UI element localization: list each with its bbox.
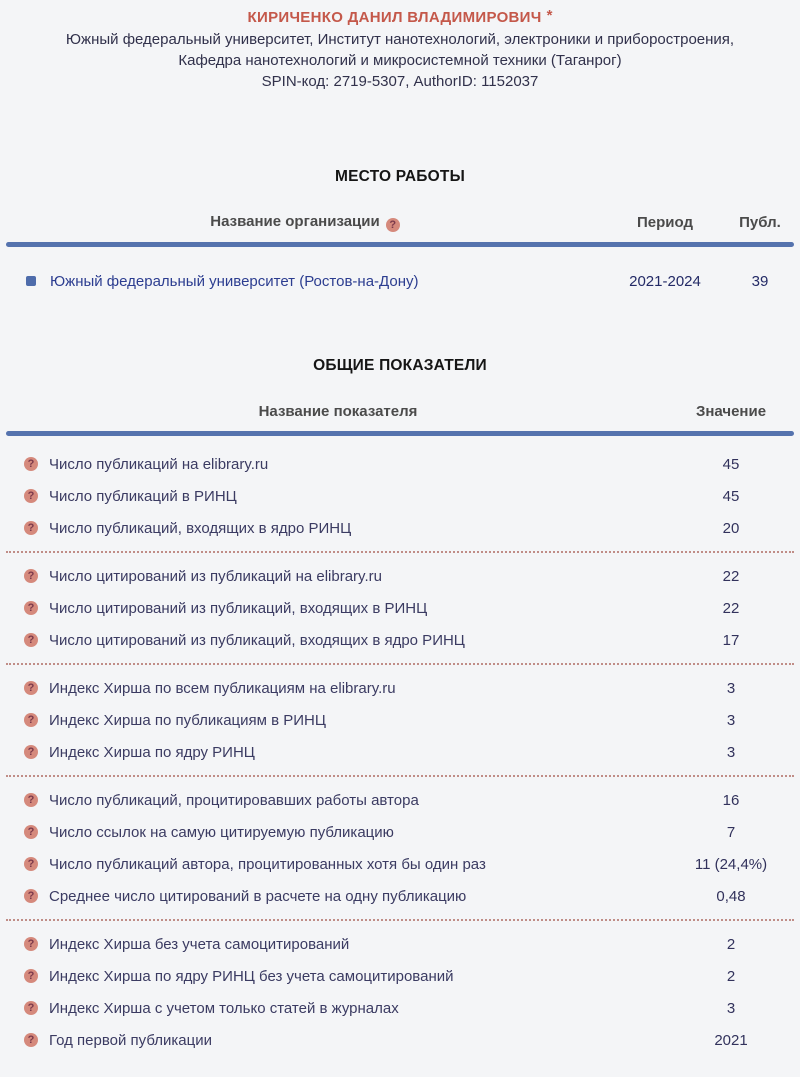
help-icon[interactable]: ? xyxy=(24,745,38,759)
help-icon[interactable]: ? xyxy=(24,713,38,727)
metric-row xyxy=(0,848,800,880)
help-icon[interactable]: ? xyxy=(386,218,400,232)
metric-value: 16 xyxy=(722,791,740,809)
metric-row xyxy=(0,704,800,736)
author-asterisk-marker: * xyxy=(546,7,553,24)
workplace-section-title: МЕСТО РАБОТЫ xyxy=(335,168,465,185)
help-icon[interactable]: ? xyxy=(24,633,38,647)
author-header xyxy=(0,0,800,92)
group-separator xyxy=(6,775,794,777)
help-icon[interactable]: ? xyxy=(24,681,38,695)
metric-value: 2 xyxy=(726,967,736,985)
column-header-period: Период xyxy=(637,213,693,231)
metric-value: 20 xyxy=(722,519,740,537)
metric-row xyxy=(0,784,800,816)
help-icon[interactable]: ? xyxy=(24,889,38,903)
column-header-organization xyxy=(0,213,610,232)
metric-label: Число публикаций в РИНЦ xyxy=(49,487,237,505)
metric-label: Число цитирований из публикаций, входящих в ядро РИНЦ xyxy=(49,631,465,649)
metric-label: Число публикаций автора, процитированных хотя бы один раз xyxy=(49,855,486,873)
metric-value: 22 xyxy=(722,567,740,585)
group-separator xyxy=(6,919,794,921)
workplace-period-value: 2021-2024 xyxy=(629,272,701,290)
column-header-metric-name: Название показателя xyxy=(258,402,418,420)
metric-label: Индекс Хирша с учетом только статей в журналах xyxy=(49,999,399,1017)
metric-value: 2021 xyxy=(714,1031,748,1049)
metric-row xyxy=(0,1024,800,1056)
metric-value: 2 xyxy=(726,935,736,953)
help-icon[interactable]: ? xyxy=(24,569,38,583)
help-icon[interactable]: ? xyxy=(24,793,38,807)
help-icon[interactable]: ? xyxy=(24,457,38,471)
metric-value: 3 xyxy=(726,743,736,761)
metric-value: 11 (24,4%) xyxy=(694,855,768,873)
metric-row xyxy=(0,992,800,1024)
metric-label: Год первой публикации xyxy=(49,1031,212,1049)
metric-label: Число цитирований из публикаций на elibrary.ru xyxy=(49,567,382,585)
help-icon[interactable]: ? xyxy=(24,521,38,535)
metric-row xyxy=(0,816,800,848)
organization-bullet-icon xyxy=(26,276,36,286)
metric-row xyxy=(0,512,800,544)
metric-row xyxy=(0,880,800,912)
metric-label: Индекс Хирша по ядру РИНЦ без учета самоцитирований xyxy=(49,967,454,985)
help-icon[interactable]: ? xyxy=(24,601,38,615)
metric-label: Число цитирований из публикаций, входящих в РИНЦ xyxy=(49,599,428,617)
metrics-section-title: ОБЩИЕ ПОКАЗАТЕЛИ xyxy=(313,357,487,374)
metric-value: 3 xyxy=(726,999,736,1017)
help-icon[interactable]: ? xyxy=(24,969,38,983)
help-icon[interactable]: ? xyxy=(24,937,38,951)
metric-label: Число публикаций, входящих в ядро РИНЦ xyxy=(49,519,352,537)
workplace-table-header xyxy=(0,210,800,234)
help-icon[interactable]: ? xyxy=(24,1001,38,1015)
workplace-table-row xyxy=(0,269,800,293)
metric-label: Индекс Хирша без учета самоцитирований xyxy=(49,935,350,953)
author-name: КИРИЧЕНКО ДАНИЛ ВЛАДИМИРОВИЧ xyxy=(247,9,542,26)
help-icon[interactable]: ? xyxy=(24,825,38,839)
metric-row xyxy=(0,736,800,768)
affiliation-line-2: Кафедра нанотехнологий и микросистемной техники (Таганрог) xyxy=(178,52,622,69)
author-ids: SPIN-код: 2719-5307, AuthorID: 1152037 xyxy=(261,73,539,90)
metric-row xyxy=(0,560,800,592)
organization-header-label: Название организации xyxy=(210,212,380,230)
help-icon[interactable]: ? xyxy=(24,1033,38,1047)
table-rule xyxy=(6,242,794,247)
metric-row xyxy=(0,928,800,960)
metric-label: Индекс Хирша по ядру РИНЦ xyxy=(49,743,255,761)
workplace-publications-value: 39 xyxy=(751,272,769,290)
metric-value: 3 xyxy=(726,679,736,697)
group-separator xyxy=(6,551,794,553)
metric-value: 45 xyxy=(722,455,740,473)
column-header-metric-value: Значение xyxy=(695,402,767,420)
metric-row xyxy=(0,960,800,992)
metric-label: Число публикаций, процитировавших работы автора xyxy=(49,791,419,809)
metric-value: 45 xyxy=(722,487,740,505)
metric-label: Индекс Хирша по всем публикациям на elibrary.ru xyxy=(49,679,396,697)
metrics-table-body xyxy=(0,436,800,1056)
metric-row xyxy=(0,448,800,480)
metric-label: Индекс Хирша по публикациям в РИНЦ xyxy=(49,711,326,729)
help-icon[interactable]: ? xyxy=(24,489,38,503)
metric-value: 17 xyxy=(722,631,740,649)
affiliation-line-1: Южный федеральный университет, Институт нанотехнологий, электроники и приборостроения, xyxy=(65,31,735,48)
metric-label: Число публикаций на elibrary.ru xyxy=(49,455,269,473)
help-icon[interactable]: ? xyxy=(24,857,38,871)
metric-row xyxy=(0,592,800,624)
metric-value: 22 xyxy=(722,599,740,617)
metric-label: Среднее число цитирований в расчете на одну публикацию xyxy=(49,887,467,905)
metric-label: Число ссылок на самую цитируемую публикацию xyxy=(49,823,394,841)
metric-value: 0,48 xyxy=(716,887,746,905)
column-header-publications: Публ. xyxy=(739,213,781,231)
metric-row xyxy=(0,624,800,656)
metric-value: 3 xyxy=(726,711,736,729)
metric-row xyxy=(0,672,800,704)
group-separator xyxy=(6,663,794,665)
metrics-table-header xyxy=(0,399,800,423)
metric-value: 7 xyxy=(726,823,736,841)
organization-link[interactable]: Южный федеральный университет (Ростов-на-Дону) xyxy=(50,272,419,290)
metric-row xyxy=(0,480,800,512)
